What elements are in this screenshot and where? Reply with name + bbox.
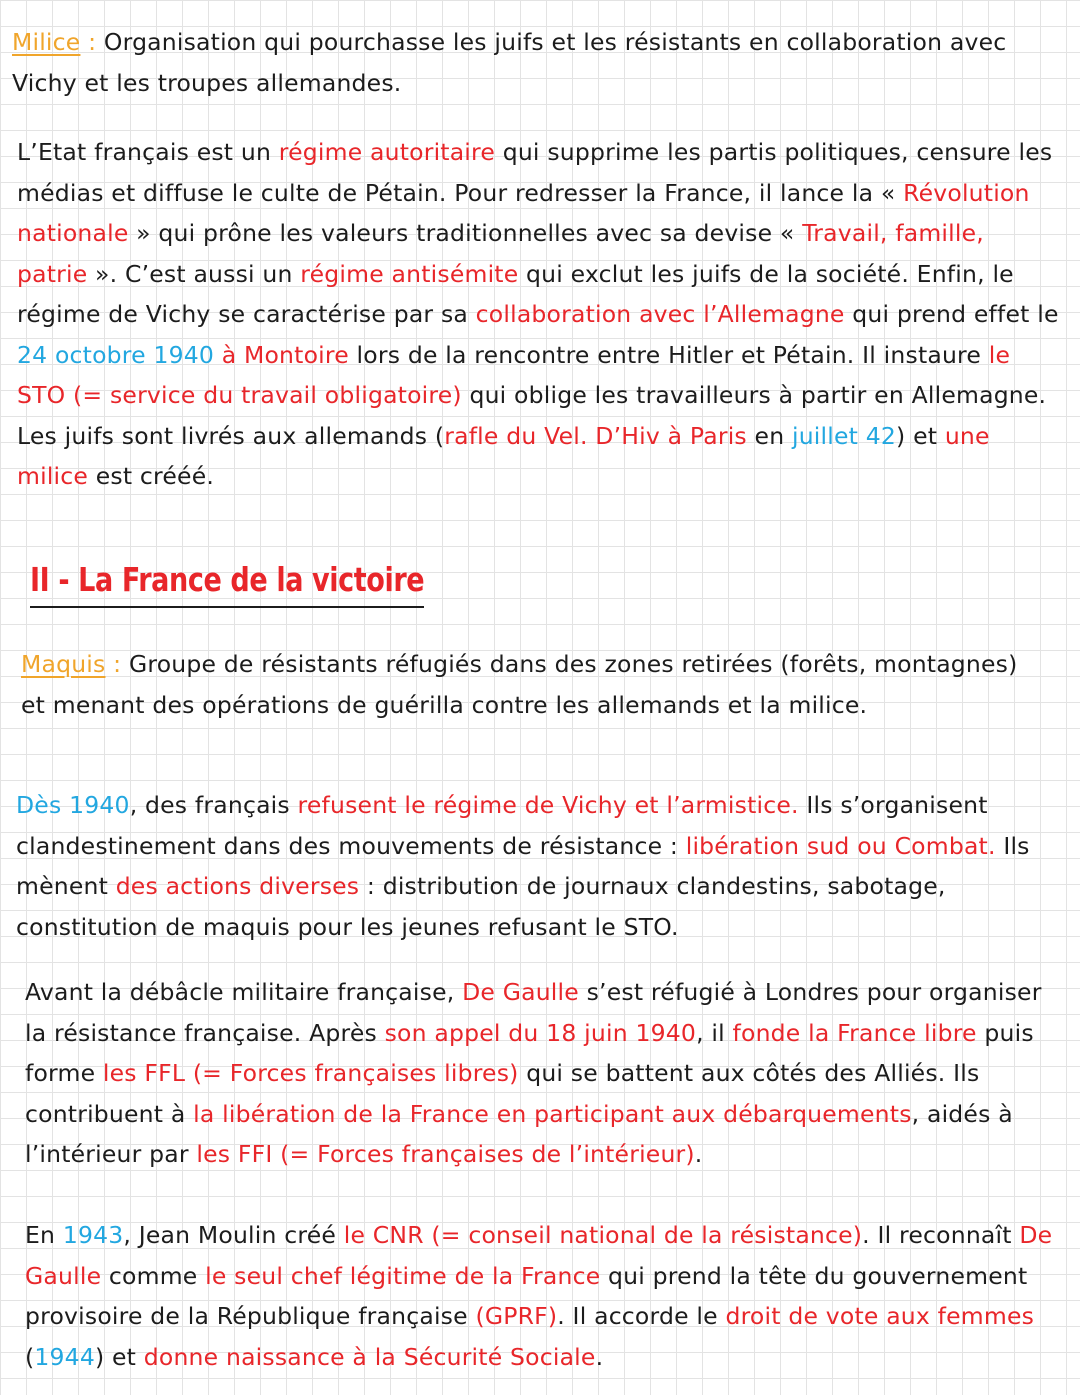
section-title: II - La France de la victoire [30,560,425,599]
body-text: . [595,1342,604,1371]
highlight-red-text: De Gaulle [462,978,579,1006]
highlight-red-text: donne naissance à la Sécurité Sociale [143,1342,596,1371]
highlight-blue-text: 1944 [34,1342,95,1371]
term-maquis-separator: : [105,650,129,678]
body-text: : distribution de journaux clandestins, sabotage, constitution de maquis pour les jeunes refusant le STO. [16,872,946,941]
body-text: qui se battent aux côtés des Alliés. Ils contribuent à [25,1059,980,1128]
highlight-red-text: des actions diverses [115,872,360,900]
term-milice: Milice [12,28,81,56]
body-text: qui prend effet le [844,300,1059,328]
highlight-blue-text: 24 octobre 1940 [17,340,215,369]
paragraph-etat-francais [17,132,1059,497]
definition-milice [12,22,1052,103]
highlight-red-text: Révolution nationale [17,178,1030,247]
highlight-red-text: le STO (= service du travail obligatoire) [17,340,1011,409]
body-text: , aidés à l’intérieur par [25,1099,1013,1168]
highlight-blue-text: juillet 42 [791,421,897,450]
highlight-red-text: une milice [17,421,990,490]
body-text: Avant la débâcle militaire française, [25,978,463,1006]
highlight-red-text: régime autoritaire [278,138,496,166]
body-text: , Jean Moulin créé [123,1221,344,1249]
highlight-red-text: collaboration avec l’Allemagne [475,300,845,328]
highlight-red-text: régime antisémite [300,259,519,288]
highlight-red-text: à Montoire [221,340,349,369]
paragraph-de-gaulle [25,972,1055,1175]
body-text: lors de la rencontre entre Hitler et Pétain. Il instaure [348,340,989,369]
body-text: En [25,1221,63,1249]
term-milice-separator: : [80,28,104,56]
body-text: ( [25,1342,35,1371]
highlight-red-text: fonde la France libre [732,1018,977,1047]
highlight-red-text: refusent le régime de Vichy et l’armistice. [297,791,799,819]
highlight-red-text: droit de vote aux femmes [725,1302,1035,1330]
body-text: qui oblige les travailleurs à partir en Allemagne. Les juifs sont livrés aux allemands ( [17,381,1047,450]
highlight-red-text: (GPRF) [475,1302,558,1330]
body-text: en [746,421,792,450]
paragraph-cnr [25,1215,1055,1377]
body-text: . Il reconnaît [862,1221,1020,1249]
highlight-red-text: Travail, famille, patrie [17,219,984,288]
body-text: puis forme [25,1018,1034,1087]
section-title-underline [30,606,424,608]
body-text: qui exclut les juifs de la société. Enfin, le régime de Vichy se caractérise par sa [17,259,1014,328]
body-text: , des français [129,791,298,819]
highlight-red-text: la libération de la France en participant aux débarquements [193,1099,912,1128]
definition-milice-text: Organisation qui pourchasse les juifs et les résistants en collaboration avec Vichy et les troupes allemandes. [12,28,1007,97]
body-text: L’Etat français est un [17,138,279,166]
highlight-red-text: le seul chef légitime de la France [205,1261,601,1290]
body-text: qui supprime les partis politiques, censure les médias et diffuse le culte de Pétain. Pour redresser la France, il lance la « [17,138,1053,207]
body-text: » qui prône les valeurs traditionnelles avec sa devise « [128,219,803,247]
highlight-red-text: les FFL (= Forces françaises libres) [102,1059,519,1087]
highlight-blue-text: Dès 1940 [16,791,130,819]
highlight-red-text: rafle du Vel. D’Hiv à Paris [444,421,747,450]
highlight-red-text: les FFI (= Forces françaises de l’intérieur) [196,1140,695,1168]
definition-maquis [21,644,1021,725]
body-text: Ils s’organisent clandestinement dans des mouvements de résistance : [16,791,988,860]
body-text: . Il accorde le [557,1302,726,1330]
term-maquis: Maquis [21,650,106,678]
body-text: ) et [94,1342,144,1371]
body-text [214,341,222,369]
body-text: , il [696,1018,733,1047]
body-text: Ils mènent [16,831,1030,900]
definition-maquis-text: Groupe de résistants réfugiés dans des zones retirées (forêts, montagnes) et menant des opérations de guérilla contre les allemands et la milice. [21,650,1018,719]
body-text: est crééé. [88,462,215,490]
highlight-red-text: le CNR (= conseil national de la résistance) [343,1221,863,1249]
highlight-blue-text: 1943 [62,1221,124,1249]
body-text: ». C’est aussi un [87,259,301,288]
highlight-red-text: son appel du 18 juin 1940 [384,1018,697,1047]
body-text: comme [101,1261,206,1290]
body-text: qui prend la tête du gouvernement provisoire de la République française [25,1261,1028,1330]
highlight-red-text: libération sud ou Combat. [685,831,996,860]
body-text: ) et [896,421,945,450]
paragraph-resistance-interieure [16,785,1066,947]
body-text: s’est réfugié à Londres pour organiser la résistance française. Après [25,978,1042,1047]
highlight-red-text: De Gaulle [25,1221,1053,1290]
body-text: . [694,1140,703,1168]
